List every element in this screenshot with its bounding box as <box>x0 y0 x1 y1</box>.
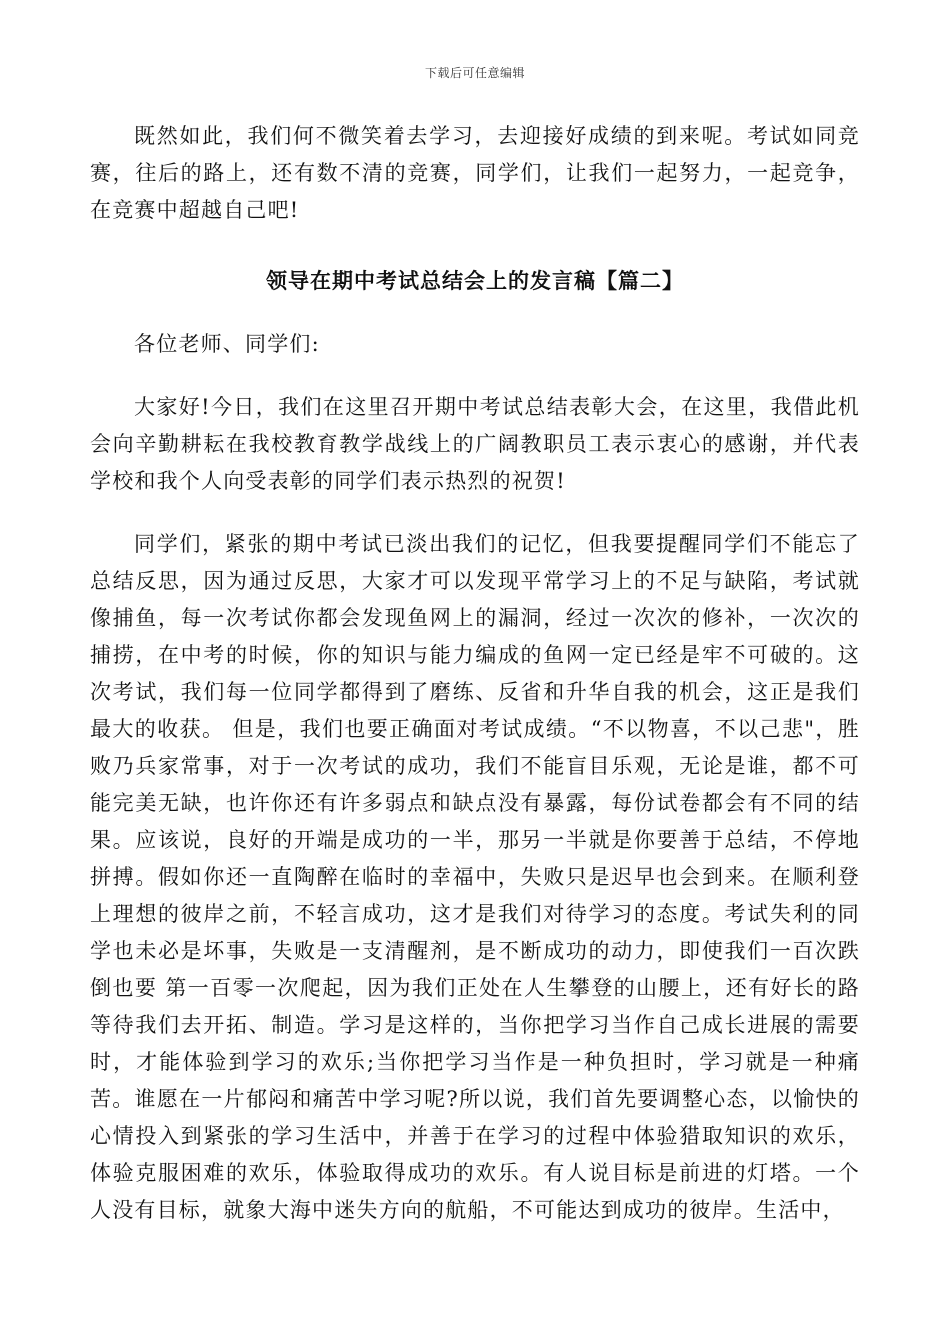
document-body <box>90 118 860 1229</box>
header-note: 下载后可任意编辑 <box>424 66 525 80</box>
section-heading: 领导在期中考试总结会上的发言稿【篇二】 <box>266 269 684 293</box>
salutation: 各位老师、同学们: <box>134 332 320 356</box>
paragraph-greeting: 大家好!今日，我们在这里召开期中考试总结表彰大会，在这里，我借此机会向辛勤耕耘在我校教育教学战线上的广阔教职员工表示衷心的感谢，并代表学校和我个人向受表彰的同学们表示热烈的祝贺! <box>90 395 860 493</box>
paragraph-main: 同学们，紧张的期中考试已淡出我们的记忆，但我要提醒同学们不能忘了总结反思，因为通过反思，大家才可以发现平常学习上的不足与缺陷，考试就像捕鱼，每一次考试你都会发现鱼网上的漏洞，经过一次次的修补，一次次的捕捞，在中考的时候，你的知识与能力编成的鱼网一定已经是牢不可破的。这次考试，我们每一位同学都得到了磨练、反省和升华自我的机会，这正是我们最大的收获。 但是，我们也要正确面对考试成绩。“不以物喜，不以己悲"，胜败乃兵家常事，对于一次考试的成功，我们不能盲目乐观，无论是谁，都不可能完美无缺，也许你还有许多弱点和缺点没有暴露，每份试卷都会有不同的结果。应该说，良好的开端是成功的一半，那另一半就是你要善于总结，不停地拼搏。假如你还一直陶醉在临时的幸福中，失败只是迟早也会到来。在顺利登上理想的彼岸之前，不轻言成功，这才是我们对待学习的态度。考试失利的同学也未必是坏事，失败是一支清醒剂，是不断成功的动力，即使我们一百次跌倒也要 第一百零一次爬起，因为我们正处在人生攀登的山腰上，还有好长的路等待我们去开拓、制造。学习是这样的，当你把学习当作自己成长进展的需要时，才能体验到学习的欢乐;当你把学习当作是一种负担时，学习就是一种痛苦。谁愿在一片郁闷和痛苦中学习呢?所以说，我们首先要调整心态，以愉快的心情投入到紧张的学习生活中，并善于在学习的过程中体验猎取知识的欢乐，体验克服困难的欢乐，体验取得成功的欢乐。有人说目标是前进的灯塔。一个人没有目标，就象大海中迷失方向的航船，不可能达到成功的彼岸。生活中， <box>90 532 860 1222</box>
paragraph-closing: 既然如此，我们何不微笑着去学习，去迎接好成绩的到来呢。考试如同竞赛，往后的路上，还有数不清的竞赛，同学们，让我们一起努力，一起竞争，在竞赛中超越自己吧! <box>90 124 860 222</box>
